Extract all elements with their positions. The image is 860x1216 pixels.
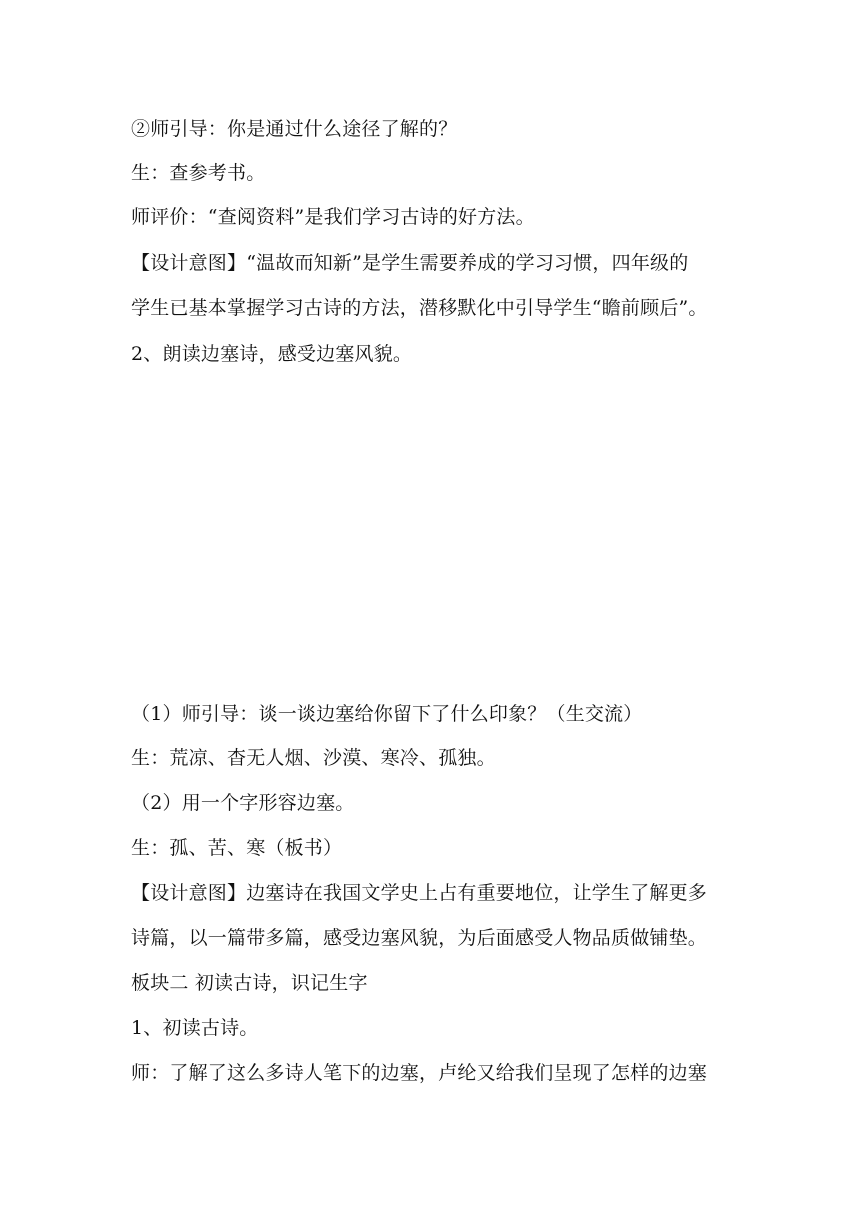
- text-line-section-read-poems: 2、朗读边塞诗，感受边塞风貌。: [131, 343, 413, 365]
- text-line-student-answer: 生：查参考书。: [131, 162, 266, 184]
- text-line-teacher-guide-question: ②师引导：你是通过什么途径了解的？: [131, 118, 458, 140]
- text-line-design-intent-3: 【设计意图】边塞诗在我国文学史上占有重要地位，让学生了解更多: [131, 882, 708, 904]
- text-line-teacher-transition: 师：了解了这么多诗人笔下的边塞，卢纶又给我们呈现了怎样的边塞: [131, 1062, 708, 1084]
- text-line-design-intent-4: 诗篇，以一篇带多篇，感受边塞风貌，为后面感受人物品质做铺垫。: [131, 927, 708, 949]
- text-line-design-intent-1: 【设计意图】“温故而知新”是学生需要养成的学习习惯，四年级的: [131, 252, 689, 274]
- text-line-teacher-evaluation: 师评价：“查阅资料”是我们学习古诗的好方法。: [131, 206, 535, 228]
- text-line-one-word: （2）用一个字形容边塞。: [131, 792, 355, 814]
- section-heading-block-two: 板块二 初读古诗，识记生字: [131, 972, 368, 994]
- text-line-student-impression: 生：荒凉、杳无人烟、沙漠、寒冷、孤独。: [131, 747, 496, 769]
- text-line-student-words: 生：孤、苦、寒（板书）: [131, 837, 343, 859]
- text-line-first-reading: 1、初读古诗。: [131, 1017, 259, 1039]
- text-line-guide-impression: （1）师引导：谈一谈边塞给你留下了什么印象？（生交流）: [131, 703, 643, 725]
- text-line-design-intent-2: 学生已基本掌握学习古诗的方法，潜移默化中引导学生“瞻前顾后”。: [131, 297, 708, 319]
